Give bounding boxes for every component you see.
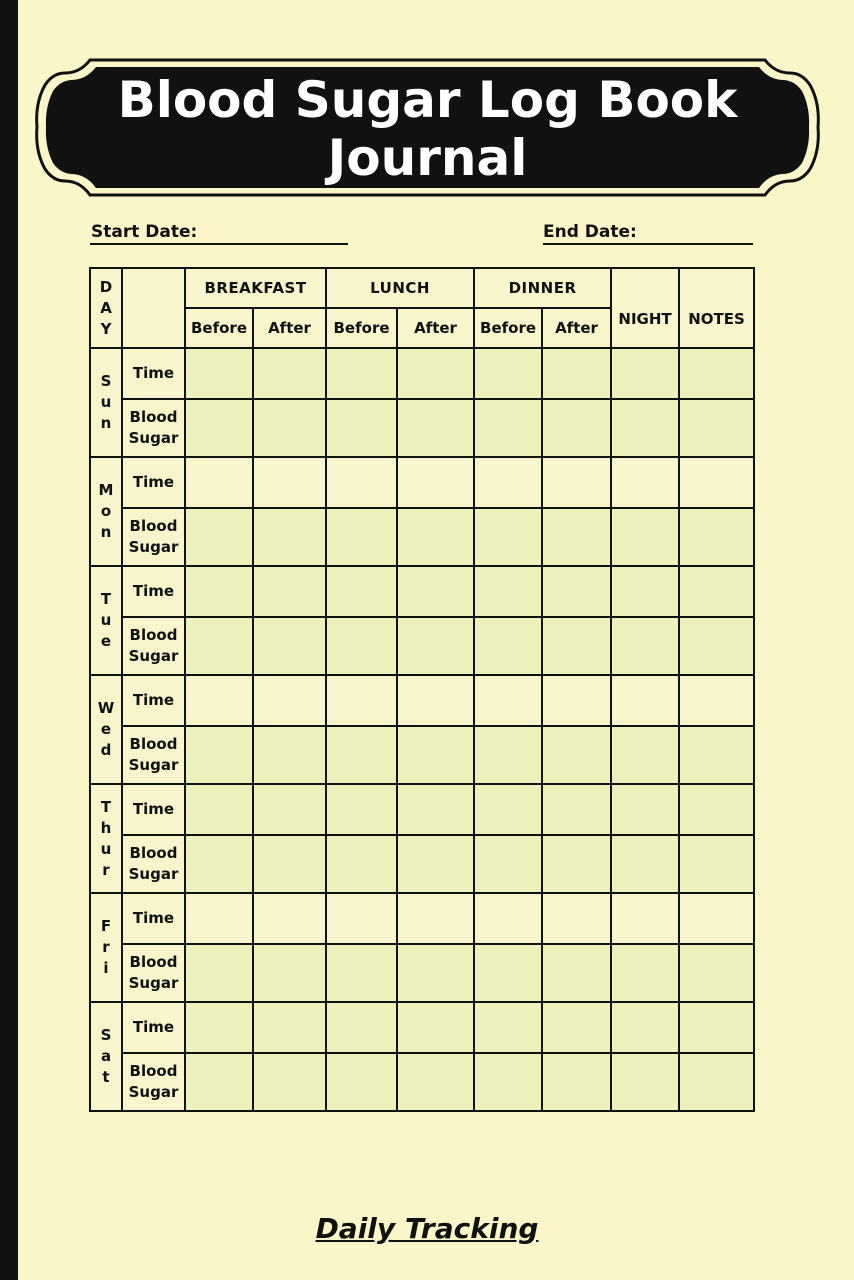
entry-cell[interactable] — [679, 726, 754, 784]
day-label: W e d — [90, 675, 122, 784]
time-label: Time — [122, 675, 185, 726]
entry-cell[interactable] — [253, 893, 326, 944]
table-row — [90, 784, 754, 835]
entry-cell[interactable] — [326, 457, 397, 508]
entry-cell[interactable] — [474, 617, 542, 675]
table-row — [90, 944, 754, 1002]
entry-cell[interactable] — [185, 726, 253, 784]
entry-cell[interactable] — [679, 893, 754, 944]
entry-cell[interactable] — [611, 566, 679, 617]
entry-cell[interactable] — [474, 1053, 542, 1111]
entry-cell[interactable] — [253, 1002, 326, 1053]
day-header: D A Y — [90, 268, 122, 348]
entry-cell[interactable] — [397, 1053, 474, 1111]
notes-header: NOTES — [679, 268, 754, 348]
day-label: T h u r — [90, 784, 122, 893]
entry-cell[interactable] — [253, 457, 326, 508]
entry-cell[interactable] — [326, 726, 397, 784]
log-body — [90, 348, 754, 1111]
entry-cell[interactable] — [253, 726, 326, 784]
entry-cell[interactable] — [253, 348, 326, 399]
entry-cell[interactable] — [185, 784, 253, 835]
entry-cell[interactable] — [679, 617, 754, 675]
entry-cell[interactable] — [253, 508, 326, 566]
entry-cell[interactable] — [253, 835, 326, 893]
entry-cell[interactable] — [679, 1053, 754, 1111]
table-row — [90, 566, 754, 617]
time-label: Time — [122, 893, 185, 944]
entry-cell[interactable] — [397, 893, 474, 944]
entry-cell[interactable] — [185, 348, 253, 399]
entry-cell[interactable] — [397, 1002, 474, 1053]
entry-cell[interactable] — [326, 348, 397, 399]
entry-cell[interactable] — [185, 457, 253, 508]
table-row — [90, 1002, 754, 1053]
entry-cell[interactable] — [474, 566, 542, 617]
entry-cell[interactable] — [542, 508, 611, 566]
entry-cell[interactable] — [611, 457, 679, 508]
entry-cell[interactable] — [611, 399, 679, 457]
blood-sugar-label: Blood Sugar — [122, 508, 185, 566]
entry-cell[interactable] — [326, 508, 397, 566]
table-row — [90, 835, 754, 893]
entry-cell[interactable] — [326, 1002, 397, 1053]
entry-cell[interactable] — [542, 399, 611, 457]
entry-cell[interactable] — [185, 675, 253, 726]
entry-cell[interactable] — [611, 1002, 679, 1053]
lunch-header: LUNCH — [326, 268, 474, 308]
entry-cell[interactable] — [542, 944, 611, 1002]
breakfast-header: BREAKFAST — [185, 268, 326, 308]
entry-cell[interactable] — [326, 399, 397, 457]
entry-cell[interactable] — [611, 675, 679, 726]
entry-cell[interactable] — [185, 399, 253, 457]
dinner-after-header: After — [542, 308, 611, 348]
day-label: M o n — [90, 457, 122, 566]
table-row — [90, 348, 754, 399]
entry-cell[interactable] — [611, 348, 679, 399]
entry-cell[interactable] — [542, 1002, 611, 1053]
entry-cell[interactable] — [397, 944, 474, 1002]
entry-cell[interactable] — [679, 399, 754, 457]
page-title — [30, 71, 825, 187]
entry-cell[interactable] — [474, 784, 542, 835]
title-line-1: Blood Sugar Log Book — [117, 71, 738, 129]
entry-cell[interactable] — [397, 675, 474, 726]
entry-cell[interactable] — [611, 835, 679, 893]
entry-cell[interactable] — [326, 675, 397, 726]
entry-cell[interactable] — [474, 835, 542, 893]
entry-cell[interactable] — [397, 399, 474, 457]
entry-cell[interactable] — [474, 726, 542, 784]
table-row — [90, 617, 754, 675]
entry-cell[interactable] — [253, 944, 326, 1002]
entry-cell[interactable] — [326, 566, 397, 617]
entry-cell[interactable] — [253, 784, 326, 835]
entry-cell[interactable] — [611, 944, 679, 1002]
blood-sugar-log-table — [89, 267, 755, 1112]
blood-sugar-label: Blood Sugar — [122, 1053, 185, 1111]
blood-sugar-label: Blood Sugar — [122, 835, 185, 893]
title-line-2: Journal — [327, 129, 528, 187]
entry-cell[interactable] — [474, 1002, 542, 1053]
entry-cell[interactable] — [185, 1002, 253, 1053]
entry-cell[interactable] — [679, 457, 754, 508]
entry-cell[interactable] — [397, 566, 474, 617]
time-label: Time — [122, 348, 185, 399]
entry-cell[interactable] — [185, 566, 253, 617]
book-spine — [0, 0, 18, 1280]
entry-cell[interactable] — [253, 675, 326, 726]
entry-cell[interactable] — [542, 726, 611, 784]
day-label: S a t — [90, 1002, 122, 1111]
entry-cell[interactable] — [542, 566, 611, 617]
table-row — [90, 1053, 754, 1111]
footer-caption: Daily Tracking — [315, 1212, 539, 1245]
entry-cell[interactable] — [253, 1053, 326, 1111]
table-row — [90, 508, 754, 566]
entry-cell[interactable] — [326, 893, 397, 944]
table-row — [90, 675, 754, 726]
entry-cell[interactable] — [474, 399, 542, 457]
lunch-after-header: After — [397, 308, 474, 348]
entry-cell[interactable] — [611, 508, 679, 566]
entry-cell[interactable] — [542, 835, 611, 893]
entry-cell[interactable] — [326, 944, 397, 1002]
entry-cell[interactable] — [611, 617, 679, 675]
end-date-field[interactable] — [543, 243, 753, 245]
night-header: NIGHT — [611, 268, 679, 348]
entry-cell[interactable] — [185, 508, 253, 566]
title-banner — [30, 55, 825, 200]
time-label: Time — [122, 566, 185, 617]
entry-cell[interactable] — [679, 784, 754, 835]
lunch-before-header: Before — [326, 308, 397, 348]
entry-cell[interactable] — [474, 457, 542, 508]
entry-cell[interactable] — [474, 508, 542, 566]
end-date-label: End Date: — [543, 222, 637, 242]
entry-cell[interactable] — [542, 457, 611, 508]
entry-cell[interactable] — [542, 893, 611, 944]
table-row — [90, 893, 754, 944]
entry-cell[interactable] — [679, 835, 754, 893]
entry-cell[interactable] — [474, 893, 542, 944]
day-label: S u n — [90, 348, 122, 457]
entry-cell[interactable] — [542, 675, 611, 726]
entry-cell[interactable] — [474, 675, 542, 726]
time-label: Time — [122, 1002, 185, 1053]
time-label: Time — [122, 457, 185, 508]
dinner-header: DINNER — [474, 268, 611, 308]
entry-cell[interactable] — [679, 1002, 754, 1053]
blood-sugar-label: Blood Sugar — [122, 399, 185, 457]
entry-cell[interactable] — [611, 726, 679, 784]
entry-cell[interactable] — [397, 457, 474, 508]
entry-cell[interactable] — [397, 508, 474, 566]
entry-cell[interactable] — [611, 1053, 679, 1111]
start-date-label: Start Date: — [91, 222, 198, 242]
table-row — [90, 399, 754, 457]
entry-cell[interactable] — [185, 1053, 253, 1111]
entry-cell[interactable] — [326, 617, 397, 675]
day-label: T u e — [90, 566, 122, 675]
entry-cell[interactable] — [397, 726, 474, 784]
entry-cell[interactable] — [326, 784, 397, 835]
entry-cell[interactable] — [397, 348, 474, 399]
breakfast-after-header: After — [253, 308, 326, 348]
entry-cell[interactable] — [542, 784, 611, 835]
entry-cell[interactable] — [253, 399, 326, 457]
entry-cell[interactable] — [397, 617, 474, 675]
entry-cell[interactable] — [679, 348, 754, 399]
entry-cell[interactable] — [542, 348, 611, 399]
entry-cell[interactable] — [185, 944, 253, 1002]
entry-cell[interactable] — [253, 566, 326, 617]
entry-cell[interactable] — [397, 835, 474, 893]
blood-sugar-label: Blood Sugar — [122, 617, 185, 675]
start-date-field[interactable] — [90, 243, 348, 245]
entry-cell[interactable] — [326, 1053, 397, 1111]
time-label: Time — [122, 784, 185, 835]
entry-cell[interactable] — [474, 944, 542, 1002]
entry-cell[interactable] — [679, 944, 754, 1002]
entry-cell[interactable] — [611, 893, 679, 944]
entry-cell[interactable] — [542, 1053, 611, 1111]
table-row — [90, 726, 754, 784]
entry-cell[interactable] — [542, 617, 611, 675]
entry-cell[interactable] — [253, 617, 326, 675]
dinner-before-header: Before — [474, 308, 542, 348]
label-header — [122, 268, 185, 348]
table-row — [90, 457, 754, 508]
entry-cell[interactable] — [679, 675, 754, 726]
entry-cell[interactable] — [397, 784, 474, 835]
entry-cell[interactable] — [185, 617, 253, 675]
entry-cell[interactable] — [679, 508, 754, 566]
entry-cell[interactable] — [326, 835, 397, 893]
breakfast-before-header: Before — [185, 308, 253, 348]
entry-cell[interactable] — [611, 784, 679, 835]
entry-cell[interactable] — [185, 893, 253, 944]
blood-sugar-label: Blood Sugar — [122, 944, 185, 1002]
entry-cell[interactable] — [185, 835, 253, 893]
entry-cell[interactable] — [474, 348, 542, 399]
day-label: F r i — [90, 893, 122, 1002]
entry-cell[interactable] — [679, 566, 754, 617]
blood-sugar-label: Blood Sugar — [122, 726, 185, 784]
